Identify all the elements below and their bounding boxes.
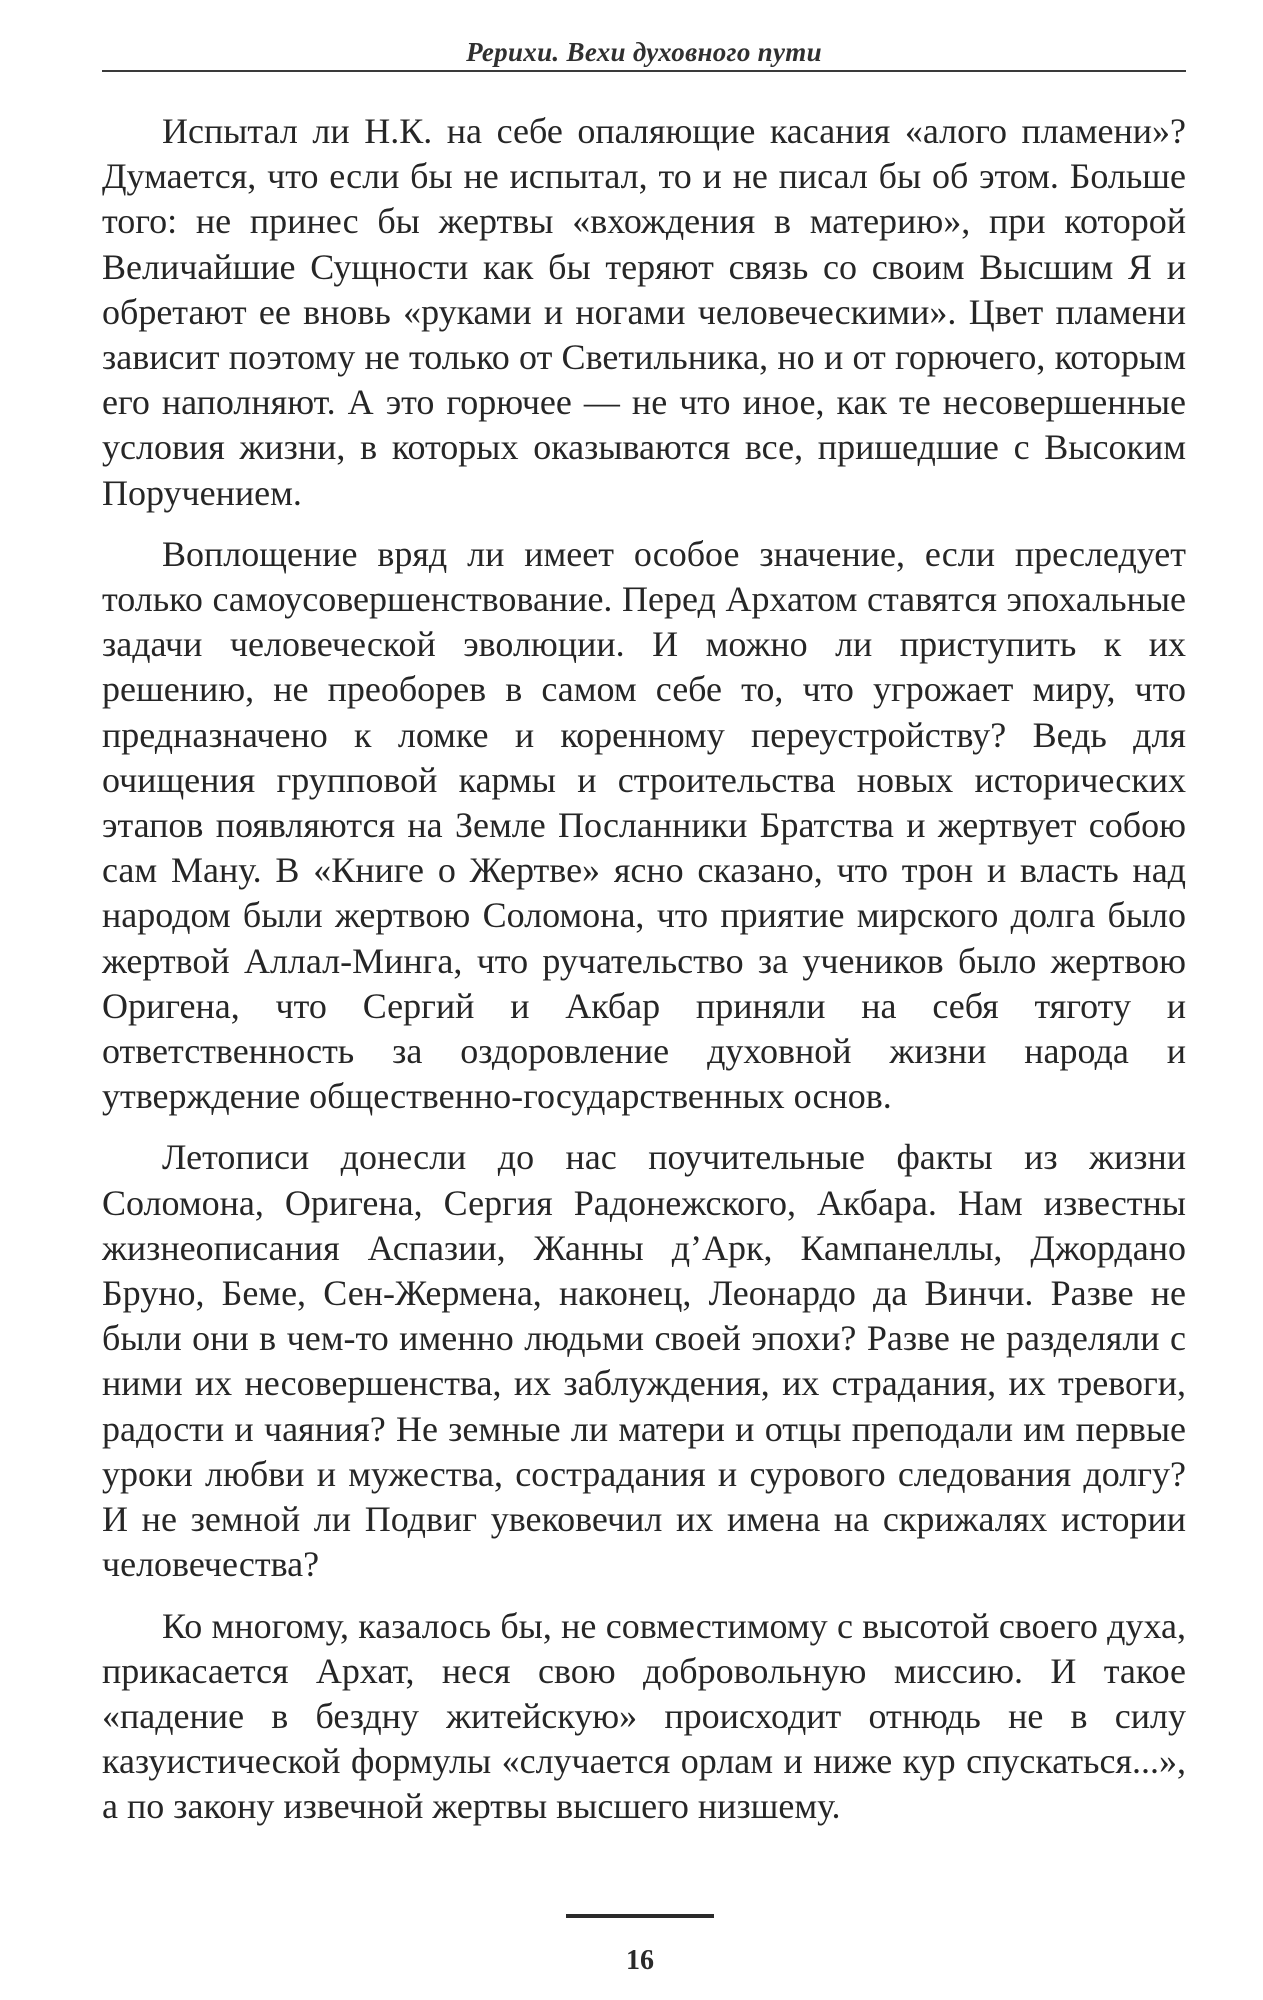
paragraph: Ко многому, казалось бы, не совместимому с высотой своего духа, прикасается Архат, неся свою добровольную миссию. И такое «падение в бездну житейскую» происходит отнюдь не в силу казуистической формулы «случается орлам и ниже кур спускаться...», а по закону извечной жертвы высшего низшему. [102,1605,1186,1827]
paragraph: Испытал ли Н.К. на себе опаляющие касания «алого пламени»? Думается, что если бы не испытал, то и не писал бы об этом. Больше того: не принес бы жертвы «вхождения в материю», при которой Величайшие Сущности как бы теряют связь со своим Высшим Я и обретают ее вновь «руками и ногами человеческими». Цвет пламени зависит поэтому не только от Светильника, но и от горючего, которым его наполняют. А это горючее — не что иное, как те несовершенные условия жизни, в которых оказываются все, пришедшие с Высоким Поручением. [102,111,1186,513]
body-text [102,109,1186,1846]
footer-rule [566,1914,714,1918]
header-rule [102,70,1186,72]
paragraph: Летописи донесли до нас поучительные факты из жизни Соломона, Оригена, Сергия Радонежского, Акбара. Нам известны жизнеописания Аспазии, Жанны д’Арк, Кампанеллы, Джордано Бруно, Беме, Сен-Жермена, наконец, Леонардо да Винчи. Разве не были они в чем-то именно людьми своей эпохи? Разве не разделяли с ними их несовершенства, их заблуждения, их страдания, их тревоги, радости и чаяния? Не земные ли матери и отцы преподали им первые уроки любви и мужества, сострадания и сурового следования долгу? И не земной ли Подвиг увековечил их имена на скрижалях истории человечества? [102,1137,1186,1585]
paragraph: Воплощение вряд ли имеет особое значение, если преследует только самоусовершенствование. Перед Архатом ставятся эпохальные задачи человеческой эволюции. И можно ли приступить к их решению, не преоборев в самом себе то, что угрожает миру, что предназначено к ломке и коренному переустройству? Ведь для очищения групповой кармы и строительства новых исторических этапов появляются на Земле Посланники Братства и жертвует собою сам Ману. В «Книге о Жертве» ясно сказано, что трон и власть над народом были жертвою Соломона, что приятие мирского долга было жертвой Аллал-Минга, что ручательство за учеников было жертвою Оригена, что Сергий и Акбар приняли на себя тяготу и ответственность за оздоровление духовной жизни народа и утверждение общественно-государственных основ. [102,533,1186,1117]
page-number: 16 [626,1945,654,1976]
running-header: Рерихи. Вехи духовного пути [466,37,822,67]
